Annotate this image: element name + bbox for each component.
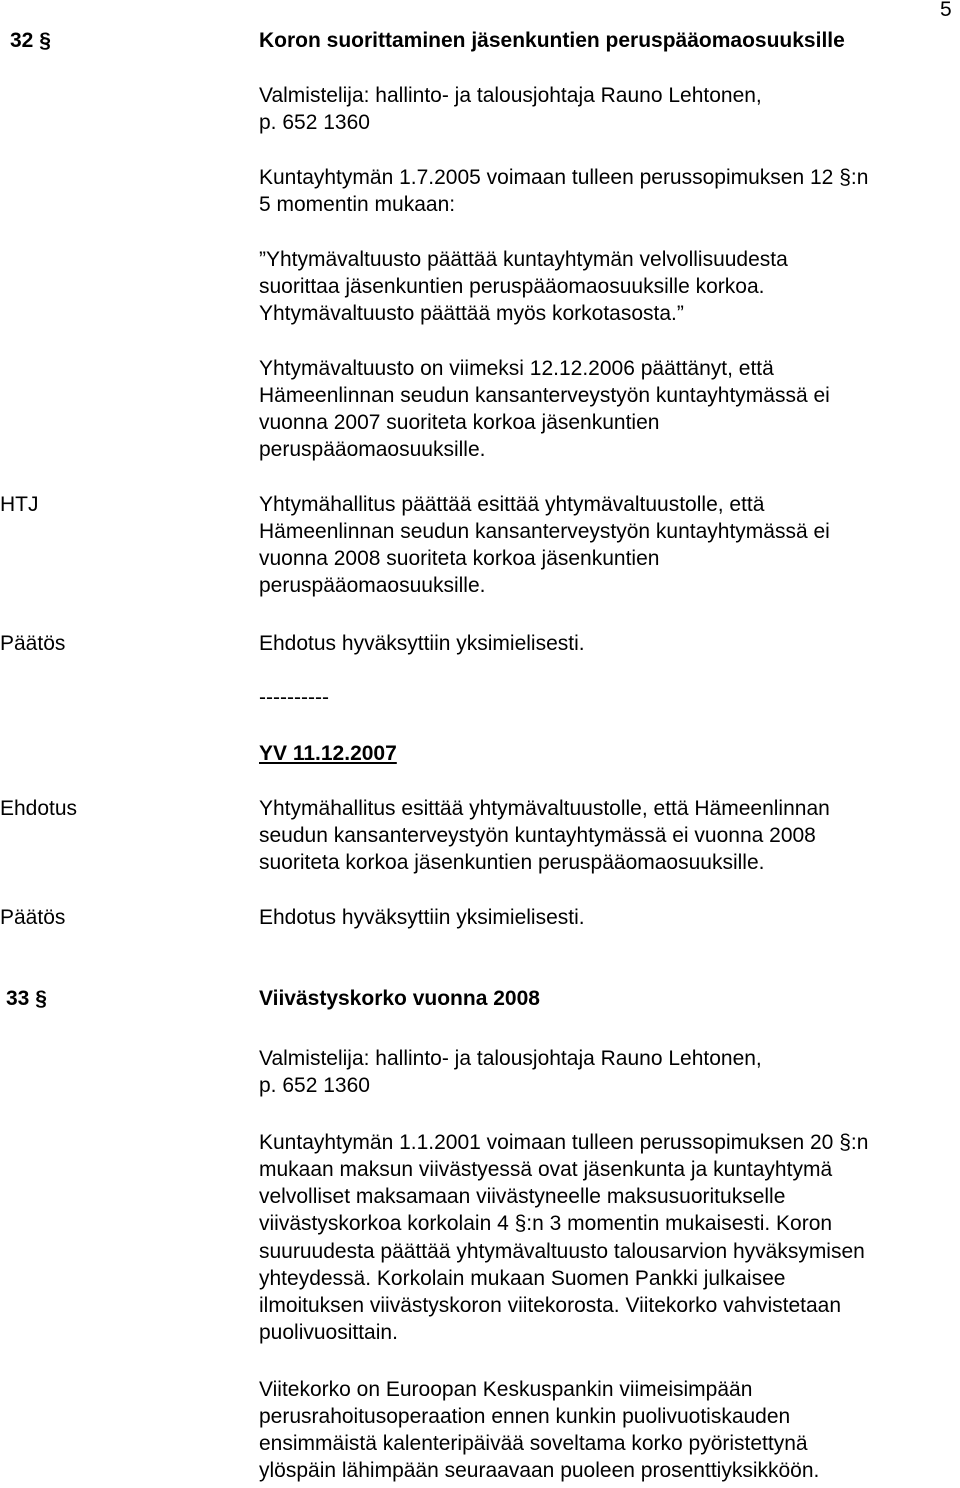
section-33-title: Viivästyskorko vuonna 2008	[259, 987, 540, 1010]
htj-text-line: Yhtymähallitus päättää esittää yhtymävaltuustolle, että	[259, 493, 765, 516]
section-32-number: 32 §	[10, 29, 51, 52]
proposal-text-line: seudun kansanterveystyön kuntayhtymässä ei vuonna 2008	[259, 824, 816, 847]
paragraph-line: suuruudesta päättää yhtymävaltuusto talousarvion hyväksymisen	[259, 1240, 865, 1263]
paragraph-line: puolivuosittain.	[259, 1321, 398, 1344]
paragraph-line: ylöspäin lähimpään seuraavaan puoleen prosenttiyksikköön.	[259, 1459, 820, 1482]
separator-line: ----------	[259, 686, 329, 709]
htj-text-line: peruspääomaosuuksille.	[259, 574, 486, 597]
preparer-line: Valmistelija: hallinto- ja talousjohtaja Rauno Lehtonen,	[259, 1047, 762, 1070]
decision-label: Päätös	[0, 906, 66, 929]
paragraph-line: velvolliset maksamaan viivästyneelle maksusuoritukselle	[259, 1185, 786, 1208]
section-33-number: 33 §	[6, 987, 47, 1010]
paragraph-line: peruspääomaosuuksille.	[259, 438, 486, 461]
htj-text-line: Hämeenlinnan seudun kansanterveystyön kuntayhtymässä ei	[259, 520, 830, 543]
paragraph-line: mukaan maksun viivästyessä ovat jäsenkunta ja kuntayhtymä	[259, 1158, 833, 1181]
paragraph-line: viivästyskorkoa korkolain 4 §:n 3 momentin mukaisesti. Koron	[259, 1212, 833, 1235]
quote-line: suorittaa jäsenkuntien peruspääomaosuuksille korkoa.	[259, 275, 765, 298]
paragraph-line: Viitekorko on Euroopan Keskuspankin viimeisimpään	[259, 1378, 753, 1401]
paragraph-line: Hämeenlinnan seudun kansanterveystyön kuntayhtymässä ei	[259, 384, 830, 407]
decision-text: Ehdotus hyväksyttiin yksimielisesti.	[259, 906, 585, 929]
paragraph-line: Yhtymävaltuusto on viimeksi 12.12.2006 päättänyt, että	[259, 357, 774, 380]
preparer-phone: p. 652 1360	[259, 111, 370, 134]
proposal-text-line: Yhtymähallitus esittää yhtymävaltuustolle, että Hämeenlinnan	[259, 797, 830, 820]
preparer-line: Valmistelija: hallinto- ja talousjohtaja Rauno Lehtonen,	[259, 84, 762, 107]
paragraph-line: yhteydessä. Korkolain mukaan Suomen Pankki julkaisee	[259, 1267, 786, 1290]
decision-label: Päätös	[0, 632, 66, 655]
paragraph-line: vuonna 2007 suoriteta korkoa jäsenkuntien	[259, 411, 660, 434]
quote-line: Yhtymävaltuusto päättää myös korkotasosta.”	[259, 302, 684, 325]
htj-text-line: vuonna 2008 suoriteta korkoa jäsenkuntien	[259, 547, 660, 570]
paragraph-line: ilmoituksen viivästyskoron viitekorosta. Viitekorko vahvistetaan	[259, 1294, 842, 1317]
quote-line: ”Yhtymävaltuusto päättää kuntayhtymän velvollisuudesta	[259, 248, 788, 271]
yv-heading: YV 11.12.2007	[259, 742, 397, 765]
htj-label: HTJ	[0, 493, 39, 516]
paragraph-line: 5 momentin mukaan:	[259, 193, 456, 216]
proposal-text-line: suoriteta korkoa jäsenkuntien peruspääomaosuuksille.	[259, 851, 765, 874]
proposal-label: Ehdotus	[0, 797, 78, 820]
preparer-phone: p. 652 1360	[259, 1074, 370, 1097]
paragraph-line: ensimmäistä kalenteripäivää soveltama korko pyöristettynä	[259, 1432, 808, 1455]
paragraph-line: Kuntayhtymän 1.7.2005 voimaan tulleen perussopimuksen 12 §:n	[259, 166, 869, 189]
section-32-title: Koron suorittaminen jäsenkuntien peruspääomaosuuksille	[259, 29, 845, 52]
paragraph-line: perusrahoitusoperaation ennen kunkin puolivuotiskauden	[259, 1405, 791, 1428]
page-number: 5	[940, 0, 952, 21]
decision-text: Ehdotus hyväksyttiin yksimielisesti.	[259, 632, 585, 655]
paragraph-line: Kuntayhtymän 1.1.2001 voimaan tulleen perussopimuksen 20 §:n	[259, 1131, 869, 1154]
